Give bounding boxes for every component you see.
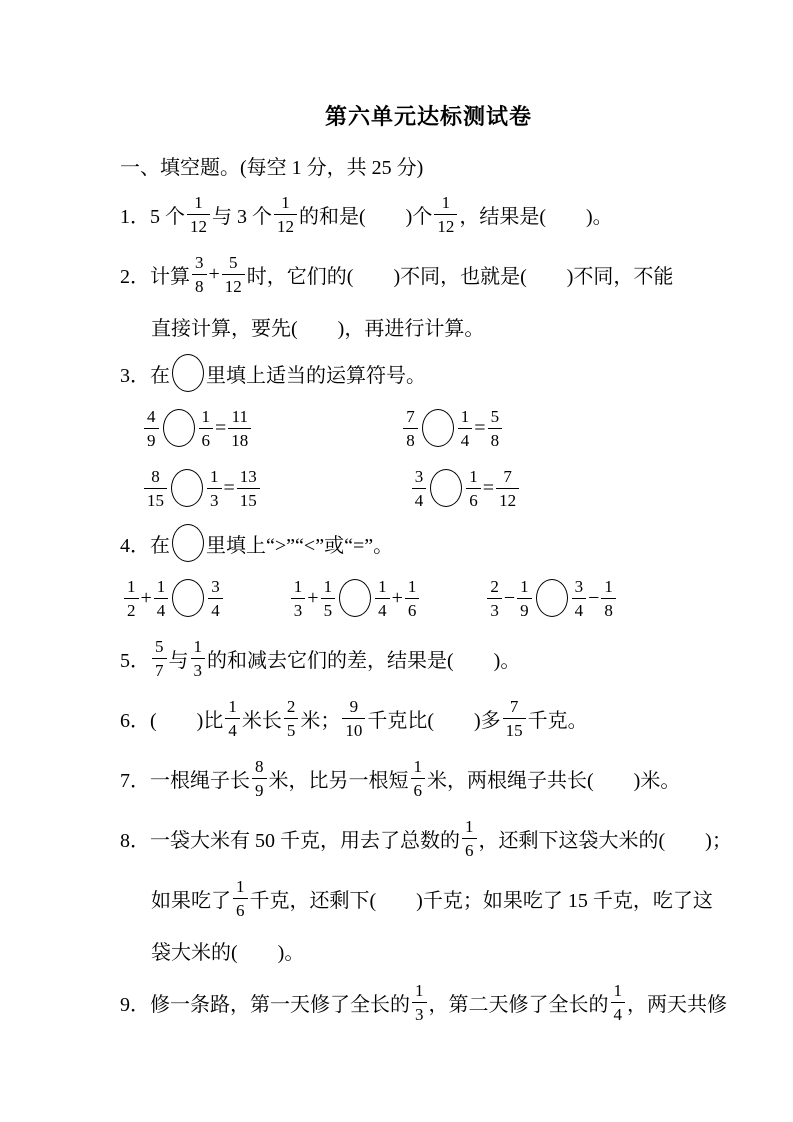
fraction: [187, 194, 210, 235]
question-4-col-2: [289, 578, 422, 619]
answer-circle-icon: [172, 579, 204, 617]
fraction-denominator: 6: [466, 488, 481, 509]
fraction-numerator: 1: [407, 576, 417, 596]
fraction-numerator: 4: [147, 406, 156, 426]
fraction-numerator: 1: [210, 466, 219, 486]
fraction-numerator: 1: [413, 756, 422, 776]
fraction-denominator: 9: [144, 428, 159, 449]
text-run: 米，比另一根短: [268, 769, 409, 792]
fraction: [488, 408, 503, 449]
fraction-denominator: 10: [342, 718, 365, 739]
question-6-line-1: [120, 688, 737, 748]
question-4-col-1: [122, 578, 225, 619]
fraction-denominator: 12: [274, 214, 297, 235]
fraction: [207, 468, 222, 509]
fraction: [405, 578, 420, 619]
section-heading: [120, 154, 737, 182]
fraction-denominator: 12: [187, 214, 210, 235]
fraction-numerator: 1: [469, 466, 478, 486]
question-number: 6．: [120, 709, 150, 732]
text-run: 的和减去它们的差，结果是( )。: [207, 649, 521, 672]
question-number: 7．: [120, 769, 150, 792]
fraction-denominator: 12: [222, 274, 245, 295]
question-3-line-3: [142, 458, 737, 518]
fraction-denominator: 15: [503, 718, 526, 739]
question-2-line-2: [151, 304, 737, 348]
fraction-denominator: 6: [462, 838, 477, 859]
text-run: 千克。: [527, 709, 588, 732]
text-run: 与: [168, 649, 189, 672]
fraction: [152, 638, 167, 679]
question-5-line-1: [120, 628, 737, 688]
fraction-numerator: 1: [194, 192, 203, 212]
fraction-numerator: 1: [293, 576, 303, 596]
fraction-denominator: 3: [291, 598, 306, 619]
answer-circle-icon: [172, 354, 204, 392]
question-4-col-3: [485, 578, 618, 619]
text-run: 米；: [300, 709, 341, 732]
fraction-numerator: 8: [151, 466, 160, 486]
fraction-numerator: 1: [378, 576, 387, 596]
text-run: 袋大米的( )。: [151, 941, 305, 964]
fraction: [225, 698, 240, 739]
question-1-line-1: [120, 184, 737, 244]
fraction-numerator: 2: [490, 576, 499, 596]
fraction-denominator: 12: [434, 214, 457, 235]
question-number: 4．: [120, 534, 150, 557]
fraction-numerator: 5: [155, 636, 164, 656]
fraction-denominator: 7: [152, 658, 167, 679]
text-run: +: [208, 262, 220, 285]
fraction-numerator: 8: [255, 756, 264, 776]
fraction-denominator: 8: [403, 428, 418, 449]
fraction: [611, 982, 626, 1023]
text-run: −: [503, 586, 516, 609]
text-run: ( )比: [150, 709, 224, 732]
fraction-numerator: 5: [490, 406, 500, 426]
fraction-denominator: 5: [321, 598, 336, 619]
fraction: [572, 578, 587, 619]
fraction: [342, 698, 365, 739]
question-4-line-1: [120, 518, 737, 568]
question-number: 9．: [120, 993, 150, 1016]
fraction-denominator: 4: [458, 428, 473, 449]
fraction-numerator: 9: [349, 696, 359, 716]
fraction-numerator: 3: [211, 576, 220, 596]
fraction: [274, 194, 297, 235]
question-3-col-1: [142, 408, 253, 449]
questions: [120, 184, 737, 1032]
fraction-numerator: 1: [441, 192, 451, 212]
question-7: [120, 748, 737, 808]
question-8-line-1: [120, 808, 737, 868]
question-4: [120, 518, 737, 628]
fraction-denominator: 4: [154, 598, 169, 619]
question-7-line-1: [120, 748, 737, 808]
fraction-numerator: 1: [465, 816, 474, 836]
answer-circle-icon: [422, 409, 454, 447]
question-3-col-2: [410, 468, 521, 509]
fraction: [222, 254, 245, 295]
question-number: 2．: [120, 265, 150, 288]
section-label: 一、填空题。: [120, 157, 240, 179]
fraction-denominator: 15: [237, 488, 260, 509]
answer-circle-icon: [171, 469, 203, 507]
fraction-numerator: 1: [193, 636, 202, 656]
fraction: [284, 698, 299, 739]
text-run: 计算: [150, 265, 190, 288]
fraction: [233, 878, 248, 919]
question-3: [120, 348, 737, 518]
question-3-line-2: [142, 398, 737, 458]
fraction-denominator: 6: [233, 898, 248, 919]
question-3-col-1: [142, 468, 262, 509]
fraction-numerator: 1: [281, 192, 290, 212]
text-run: =: [215, 416, 227, 439]
fraction-denominator: 6: [199, 428, 214, 449]
question-5: [120, 628, 737, 688]
question-2-line-1: [120, 244, 737, 304]
text-run: ，结果是( )。: [459, 205, 613, 228]
text-run: =: [474, 416, 486, 439]
fraction-numerator: 1: [156, 576, 166, 596]
fraction: [321, 578, 336, 619]
fraction-numerator: 7: [509, 696, 519, 716]
fraction-denominator: 9: [517, 598, 532, 619]
fraction: [208, 578, 223, 619]
text-run: 千克比( )多: [367, 709, 501, 732]
fraction-numerator: 13: [239, 466, 257, 486]
fraction: [601, 578, 616, 619]
question-1: [120, 184, 737, 244]
fraction: [291, 578, 306, 619]
fraction-denominator: 8: [601, 598, 616, 619]
fraction: [434, 194, 457, 235]
fraction: [458, 408, 473, 449]
fraction-denominator: 8: [488, 428, 503, 449]
fraction: [252, 758, 267, 799]
fraction: [487, 578, 502, 619]
fraction-denominator: 4: [572, 598, 587, 619]
question-9: [120, 972, 737, 1032]
text-run: 直接计算，要先( )，再进行计算。: [151, 317, 485, 340]
fraction: [144, 468, 167, 509]
fraction-numerator: 1: [520, 576, 529, 596]
text-run: 的和是( )个: [299, 205, 433, 228]
fraction-numerator: 1: [236, 876, 245, 896]
fraction-numerator: 1: [613, 980, 622, 1000]
fraction-denominator: 12: [496, 488, 519, 509]
fraction-numerator: 1: [127, 576, 136, 596]
text-run: 一袋大米有 50 千克，用去了总数的: [150, 829, 460, 852]
fraction: [412, 982, 427, 1023]
question-number: 1．: [120, 205, 150, 228]
fraction-numerator: 1: [228, 696, 237, 716]
question-6: [120, 688, 737, 748]
text-run: ，第二天修了全长的: [428, 993, 609, 1016]
fraction-numerator: 1: [201, 406, 210, 426]
fraction: [144, 408, 159, 449]
fraction-numerator: 11: [231, 406, 248, 426]
fraction-numerator: 7: [406, 406, 415, 426]
text-run: 与 3 个: [212, 205, 272, 228]
text-run: 米，两根绳子共长( )米。: [427, 769, 681, 792]
fraction-denominator: 15: [144, 488, 167, 509]
question-8: [120, 808, 737, 972]
text-run: ，还剩下这袋大米的( )；: [478, 829, 732, 852]
question-2: [120, 244, 737, 348]
text-run: 米长: [241, 709, 282, 732]
question-9-line-1: [120, 972, 737, 1032]
text-run: 5 个: [150, 205, 185, 228]
text-run: 千克，还剩下( )千克；如果吃了 15 千克，吃了这: [249, 889, 713, 912]
answer-circle-icon: [339, 579, 371, 617]
answer-circle-icon: [430, 469, 462, 507]
fraction-denominator: 4: [225, 718, 240, 739]
fraction: [154, 578, 169, 619]
fraction: [466, 468, 481, 509]
page-title: 第六单元达标测试卷: [324, 104, 532, 129]
answer-circle-icon: [163, 409, 195, 447]
fraction-numerator: 1: [604, 576, 613, 596]
fraction-numerator: 2: [286, 696, 296, 716]
text-run: ，两天共修: [627, 993, 727, 1016]
fraction: [199, 408, 214, 449]
fraction: [517, 578, 532, 619]
text-run: 在: [150, 534, 170, 557]
fraction-denominator: 3: [412, 1002, 427, 1023]
text-run: 里填上“>”“<”或“=”。: [206, 534, 394, 557]
fraction-denominator: 4: [412, 488, 427, 509]
fraction: [375, 578, 390, 619]
fraction-numerator: 1: [460, 406, 470, 426]
fraction-denominator: 6: [411, 778, 426, 799]
fraction-denominator: 4: [611, 1002, 626, 1023]
fraction-numerator: 3: [195, 252, 204, 272]
question-8-line-3: [151, 928, 737, 972]
fraction-denominator: 3: [191, 658, 206, 679]
fraction: [124, 578, 139, 619]
fraction-numerator: 1: [415, 980, 424, 1000]
fraction-denominator: 18: [228, 428, 251, 449]
question-4-line-2: [122, 568, 737, 628]
text-run: 如果吃了: [151, 889, 231, 912]
fraction: [462, 818, 477, 859]
question-3-line-1: [120, 348, 737, 398]
question-number: 8．: [120, 829, 150, 852]
fraction-numerator: 3: [574, 576, 584, 596]
answer-circle-icon: [536, 579, 568, 617]
question-number: 5．: [120, 649, 150, 672]
question-3-col-2: [401, 408, 504, 449]
text-run: +: [307, 586, 319, 609]
question-8-line-2: [151, 868, 737, 928]
fraction-denominator: 3: [207, 488, 222, 509]
text-run: 里填上适当的运算符号。: [206, 364, 426, 387]
fraction-denominator: 8: [192, 274, 207, 295]
fraction-denominator: 9: [252, 778, 267, 799]
fraction: [503, 698, 526, 739]
text-run: −: [588, 586, 600, 609]
text-run: 修一条路，第一天修了全长的: [150, 993, 410, 1016]
fraction: [237, 468, 260, 509]
fraction: [496, 468, 519, 509]
fraction-denominator: 4: [375, 598, 390, 619]
fraction-denominator: 2: [124, 598, 139, 619]
text-run: +: [391, 586, 403, 609]
fraction-denominator: 3: [487, 598, 502, 619]
question-number: 3．: [120, 364, 150, 387]
text-run: +: [140, 586, 152, 609]
fraction: [411, 758, 426, 799]
fraction-denominator: 6: [405, 598, 420, 619]
fraction: [191, 638, 206, 679]
fraction-numerator: 1: [323, 576, 333, 596]
fraction: [192, 254, 207, 295]
answer-circle-icon: [172, 524, 204, 562]
fraction: [403, 408, 418, 449]
fraction-numerator: 3: [414, 466, 424, 486]
text-run: 一根绳子长: [150, 769, 250, 792]
fraction: [412, 468, 427, 509]
fraction: [228, 408, 251, 449]
text-run: =: [482, 476, 495, 499]
fraction-denominator: 4: [208, 598, 223, 619]
text-run: 时，它们的( )不同，也就是( )不同，不能: [246, 265, 674, 288]
fraction-numerator: 7: [503, 466, 512, 486]
text-run: 在: [150, 364, 170, 387]
text-run: =: [223, 476, 235, 499]
fraction-numerator: 5: [229, 252, 238, 272]
section-note: (每空 1 分，共 25 分): [240, 157, 424, 179]
fraction-denominator: 5: [284, 718, 299, 739]
